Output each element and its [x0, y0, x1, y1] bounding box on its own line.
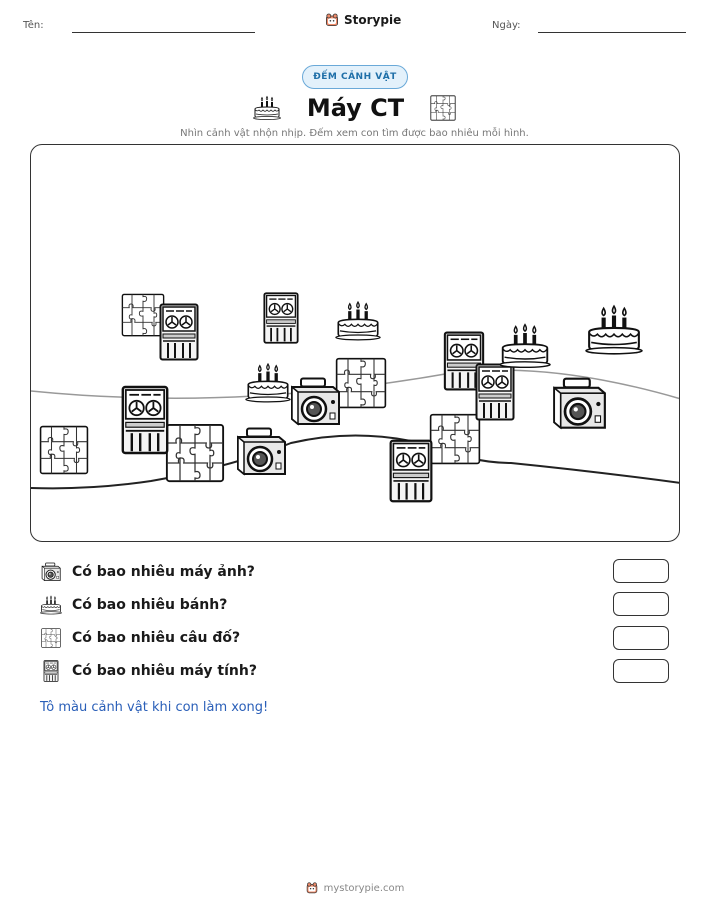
computer-icon[interactable]	[389, 439, 433, 503]
puzzle-icon	[41, 628, 61, 648]
name-label: Tên:	[23, 20, 44, 31]
footer	[0, 881, 709, 895]
date-line[interactable]	[538, 32, 686, 33]
puzzle-icon[interactable]	[165, 423, 225, 483]
storypie-mascot-icon	[324, 12, 340, 28]
computer-icon[interactable]	[475, 363, 515, 421]
activity-badge: ĐẾM CẢNH VẬT	[302, 65, 408, 89]
answer-box-computer[interactable]	[613, 659, 669, 683]
brand-name: Storypie	[344, 13, 402, 27]
cake-icon	[40, 595, 62, 615]
question-text: Có bao nhiêu bánh?	[72, 597, 228, 613]
question-text: Có bao nhiêu máy ảnh?	[72, 564, 255, 580]
name-line[interactable]	[72, 32, 255, 33]
camera-icon[interactable]	[289, 377, 341, 427]
cake-icon	[253, 95, 281, 121]
page-title: Máy CT	[306, 94, 405, 122]
computer-icon[interactable]	[263, 291, 299, 345]
puzzle-icon[interactable]	[335, 357, 387, 409]
cake-icon[interactable]	[245, 361, 291, 405]
computer-icon	[43, 660, 59, 682]
storypie-mascot-icon	[305, 881, 319, 895]
question-computer	[40, 660, 257, 682]
camera-icon[interactable]	[235, 427, 287, 477]
camera-icon[interactable]	[551, 375, 607, 433]
cake-icon[interactable]	[585, 303, 643, 357]
answer-box-cake[interactable]	[613, 592, 669, 616]
computer-icon[interactable]	[159, 303, 199, 361]
question-camera	[40, 561, 255, 583]
date-label: Ngày:	[492, 20, 521, 31]
puzzle-icon[interactable]	[429, 413, 481, 465]
cake-icon[interactable]	[335, 301, 381, 341]
coloring-note: Tô màu cảnh vật khi con làm xong!	[40, 700, 269, 715]
puzzle-icon[interactable]	[39, 425, 89, 475]
footer-site[interactable]: mystorypie.com	[323, 882, 405, 894]
question-cake	[40, 594, 227, 616]
scene-ground-lines	[31, 145, 680, 542]
instructions: Nhìn cảnh vật nhộn nhịp. Đếm xem con tìm được bao nhiêu mỗi hình.	[180, 128, 529, 139]
question-text: Có bao nhiêu câu đố?	[72, 630, 241, 646]
question-puzzle	[40, 627, 240, 649]
answer-box-puzzle[interactable]	[613, 626, 669, 650]
computer-icon[interactable]	[121, 385, 169, 455]
storypie-logo	[324, 12, 401, 28]
camera-icon	[41, 562, 61, 582]
cake-icon[interactable]	[499, 323, 551, 369]
title-row	[0, 92, 709, 124]
puzzle-icon	[430, 95, 456, 121]
answer-box-camera[interactable]	[613, 559, 669, 583]
question-text: Có bao nhiêu máy tính?	[72, 663, 257, 679]
counting-scene	[30, 144, 680, 542]
